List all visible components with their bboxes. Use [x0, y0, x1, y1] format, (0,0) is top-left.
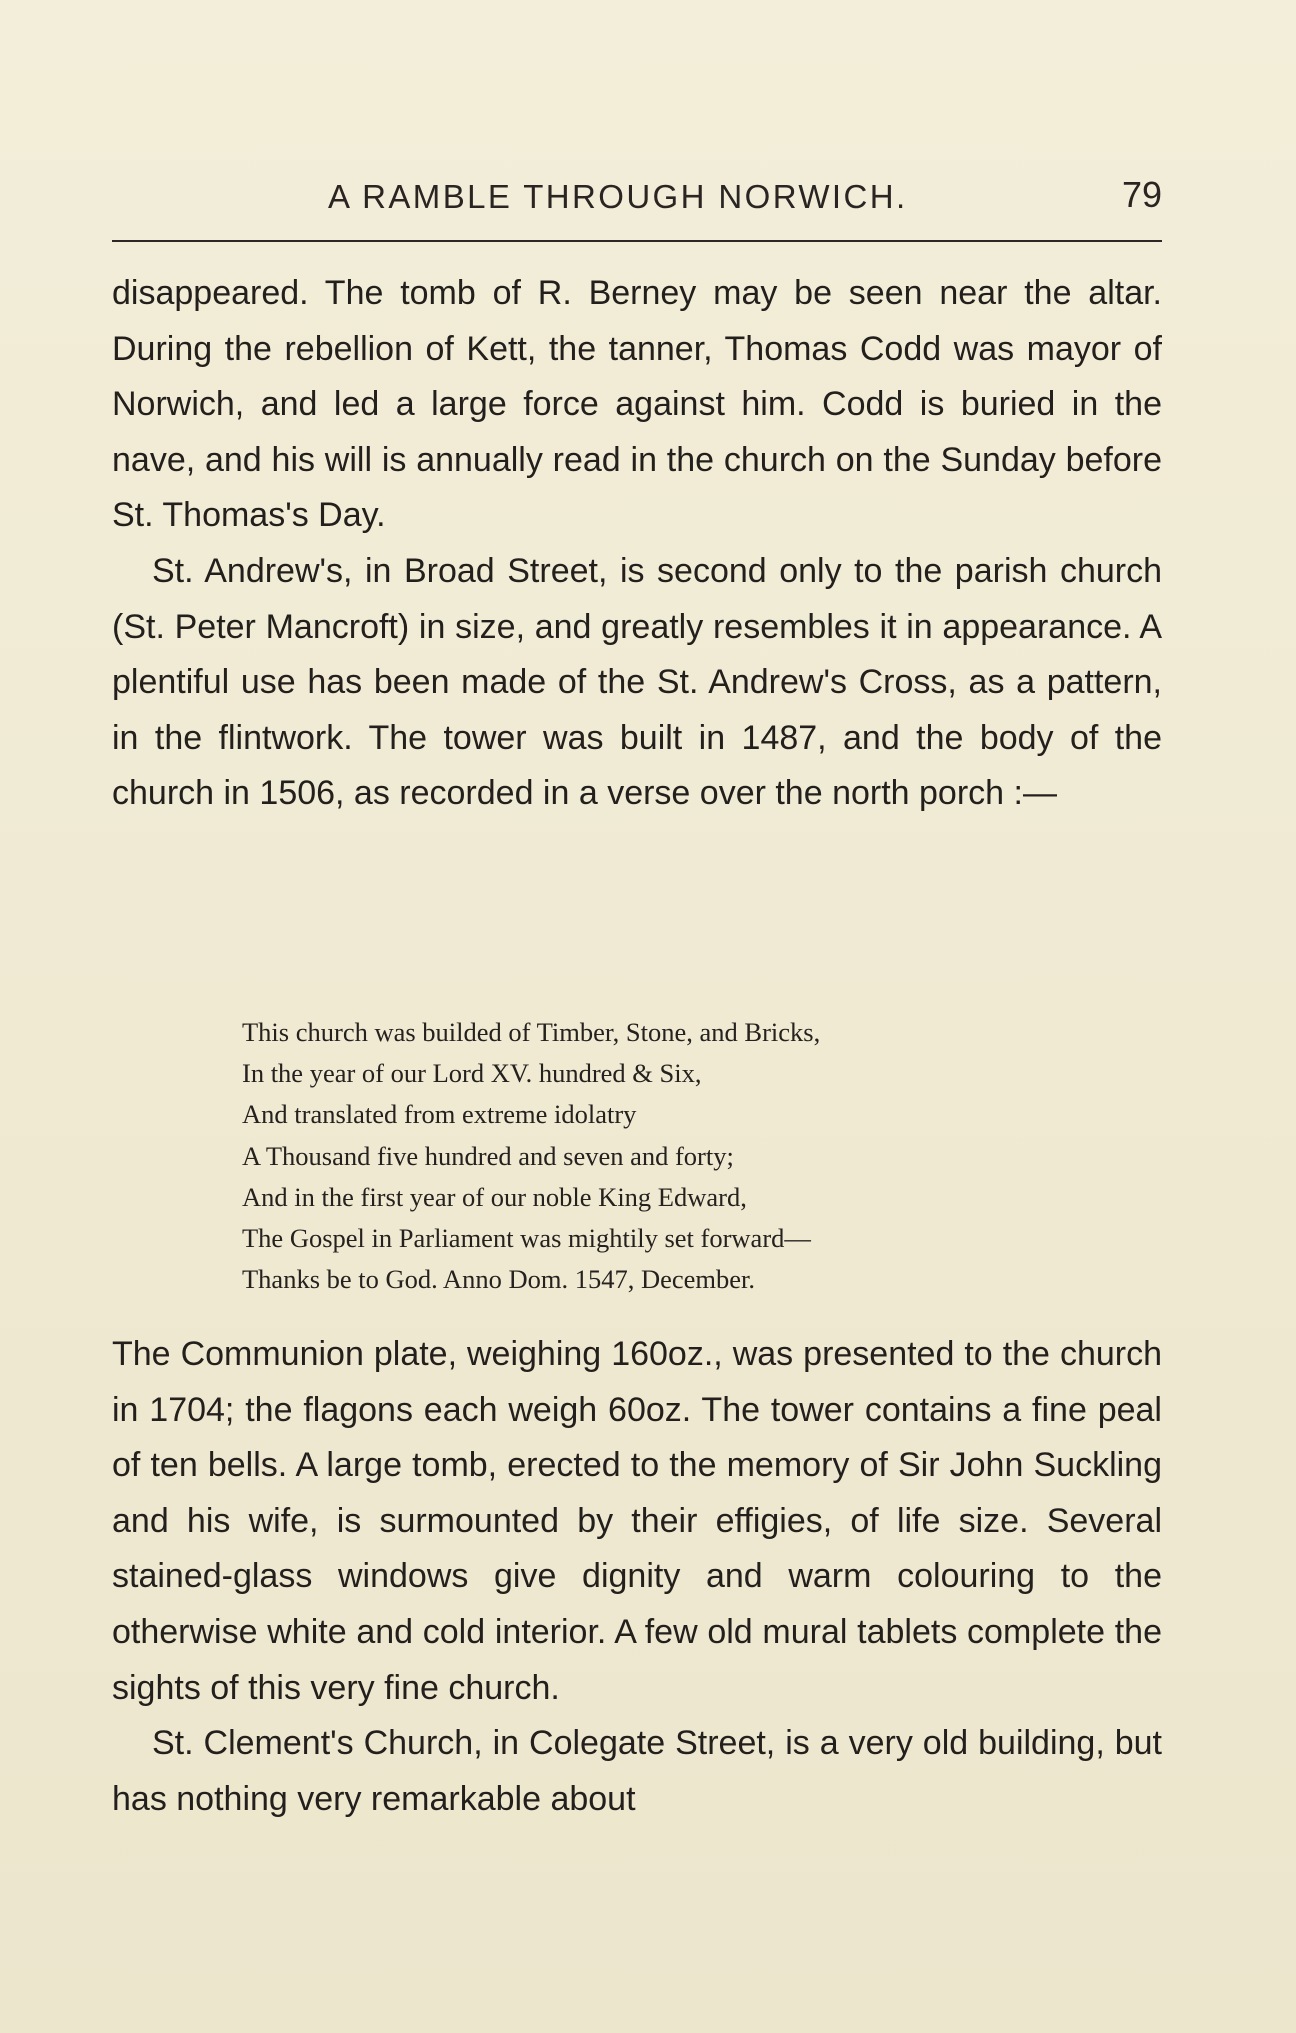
paragraph: The Communion plate, weighing 160oz., was presented to the church in 1704; the flagons each weigh 60oz. The tower contains a fine peal of ten bells. A large tomb, erected to the memory of Sir John Suckling and his wife, is surmounted by their effigies, of life size. Several stained-glass windows give dignity and warm colouring to the otherwise white and cold interior. A few old mural tablets complete the sights of this very fine church. [112, 1335, 1162, 1707]
porch-verse [242, 1012, 1122, 1300]
verse-line: And translated from extreme idolatry [242, 1099, 637, 1130]
verse-line: Thanks be to God. Anno Dom. 1547, December. [242, 1264, 755, 1295]
running-title: A RAMBLE THROUGH NORWICH. [328, 178, 908, 215]
page-header [112, 174, 1162, 228]
paragraph: St. Andrew's, in Broad Street, is second only to the parish church (St. Peter Mancroft) in size, and greatly resembles it in appearance. A plentiful use has been made of the St. Andrew's Cross, as a pattern, in the flintwork. The tower was built in 1487, and the body of the church in 1506, as recorded in a verse over the north porch :— [112, 551, 1162, 813]
verse-line: And in the first year of our noble King Edward, [242, 1181, 747, 1212]
header-rule [112, 240, 1162, 242]
verse-line: The Gospel in Parliament was mightily set forward— [242, 1223, 811, 1254]
verse-line: In the year of our Lord XV. hundred & Six, [242, 1058, 702, 1089]
paragraph: disappeared. The tomb of R. Berney may be seen near the altar. During the rebellion of Kett, the tanner, Thomas Codd was mayor of Norwich, and led a large force against him. Codd is buried in the nave, and his will is annually read in the church on the Sunday before St. Thomas's Day. [112, 274, 1162, 535]
body-text-upper [112, 266, 1162, 822]
body-text-lower [112, 1327, 1162, 1827]
page-number: 79 [1121, 174, 1162, 215]
verse-line: A Thousand five hundred and seven and forty; [242, 1140, 734, 1171]
paragraph: St. Clement's Church, in Colegate Street, is a very old building, but has nothing very remarkable about [112, 1724, 1162, 1818]
verse-line: This church was builded of Timber, Stone, and Bricks, [242, 1017, 821, 1047]
